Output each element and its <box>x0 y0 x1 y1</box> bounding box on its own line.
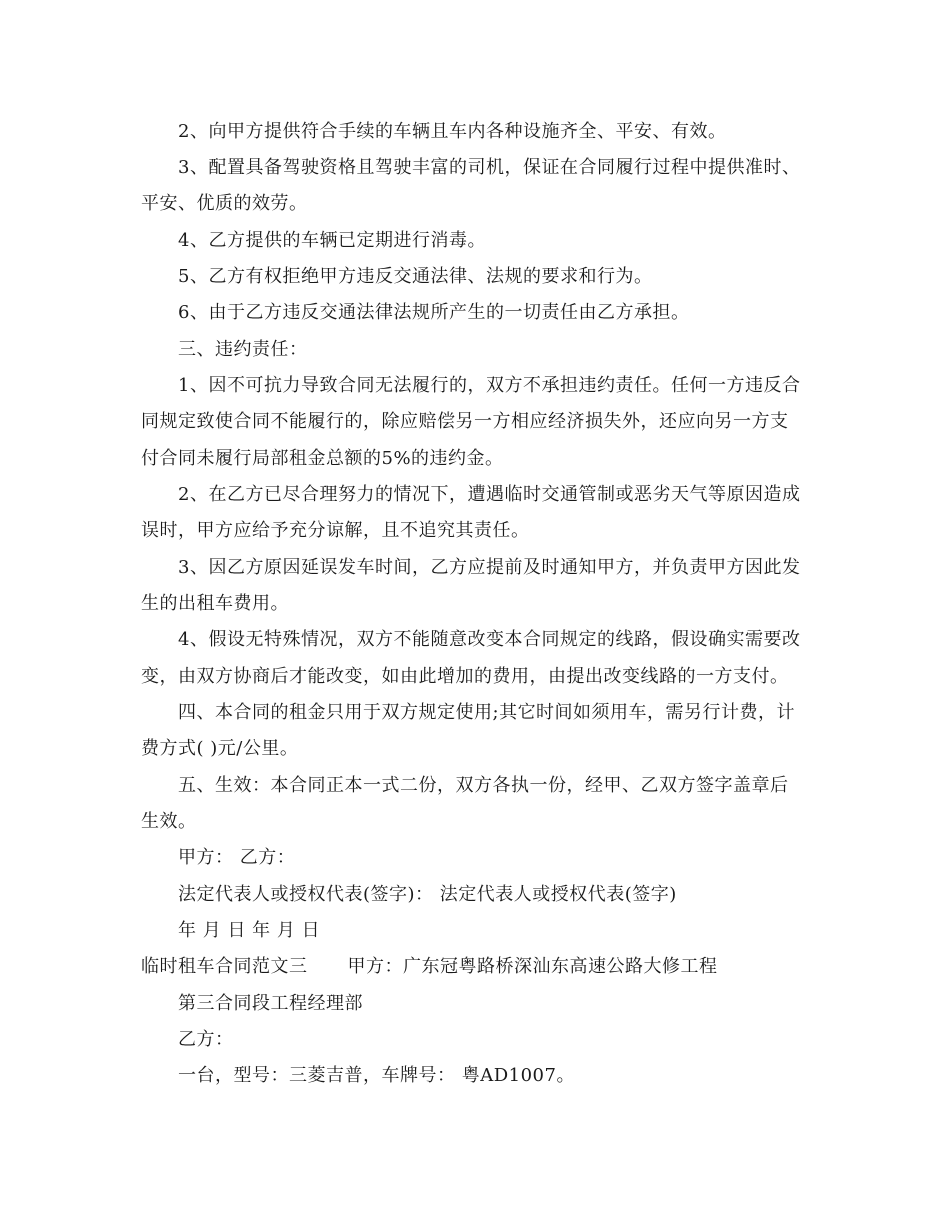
clause-6-liability: 6、由于乙方违反交通法律法规所产生的一切责任由乙方承担。 <box>178 302 690 323</box>
sample-three-row <box>141 955 718 979</box>
section-heading-breach: 三、违约责任： <box>178 339 308 360</box>
breach-clause-4-cont: 变，由双方协商后才能改变，如由此增加的费用，由提出改变线路的一方支付。 <box>141 666 789 687</box>
sample-three-title: 临时租车合同范文三 <box>141 956 308 977</box>
breach-clause-1: 1、因不可抗力导致合同无法履行的，双方不承担违约责任。任何一方违反合 <box>178 375 801 396</box>
clause-4-disinfection: 4、乙方提供的车辆已定期进行消毒。 <box>178 230 486 251</box>
party-b-label: 乙方： <box>178 1029 234 1050</box>
clause-2-vehicle: 2、向甲方提供符合手续的车辆且车内各种设施齐全、平安、有效。 <box>178 121 727 142</box>
section-5-effect-cont: 生效。 <box>141 811 197 832</box>
clause-3-driver-cont: 平安、优质的效劳。 <box>141 193 308 214</box>
vehicle-details: 一台，型号：三菱吉普，车牌号： 粤AD1007。 <box>178 1065 575 1086</box>
signature-labels: 法定代表人或授权代表(签字)： 法定代表人或授权代表(签字) <box>178 884 677 905</box>
section-5-effect: 五、生效：本合同正本一式二份，双方各执一份，经甲、乙双方签字盖章后 <box>178 775 789 796</box>
party-a-department: 第三合同段工程经理部 <box>178 993 363 1014</box>
breach-clause-1-cont-a: 同规定致使合同不能履行的，除应赔偿另一方相应经济损失外，还应向另一方支 <box>141 411 789 432</box>
party-labels: 甲方： 乙方： <box>178 847 296 868</box>
breach-clause-1-cont-b: 付合同未履行局部租金总额的5%的违约金。 <box>141 448 504 469</box>
breach-clause-2-cont: 误时，甲方应给予充分谅解，且不追究其责任。 <box>141 520 530 541</box>
clause-3-driver: 3、配置具备驾驶资格且驾驶丰富的司机，保证在合同履行过程中提供准时、 <box>178 157 801 178</box>
section-4-rent: 四、本合同的租金只用于双方规定使用;其它时间如须用车，需另行计费，计 <box>178 702 796 723</box>
breach-clause-3-cont: 生的出租车费用。 <box>141 593 289 614</box>
party-a-name: 甲方：广东冠粤路桥深汕东高速公路大修工程 <box>347 956 718 977</box>
breach-clause-3: 3、因乙方原因延误发车时间，乙方应提前及时通知甲方，并负责甲方因此发 <box>178 557 801 578</box>
clause-5-refusal: 5、乙方有权拒绝甲方违反交通法律、法规的要求和行为。 <box>178 266 653 287</box>
breach-clause-2: 2、在乙方已尽合理努力的情况下，遭遇临时交通管制或恶劣天气等原因造成 <box>178 484 801 505</box>
section-4-rent-cont: 费方式( )元/公里。 <box>141 738 299 759</box>
date-labels: 年 月 日 年 月 日 <box>178 920 321 941</box>
breach-clause-4: 4、假设无特殊情况，双方不能随意改变本合同规定的线路，假设确实需要改 <box>178 629 801 650</box>
